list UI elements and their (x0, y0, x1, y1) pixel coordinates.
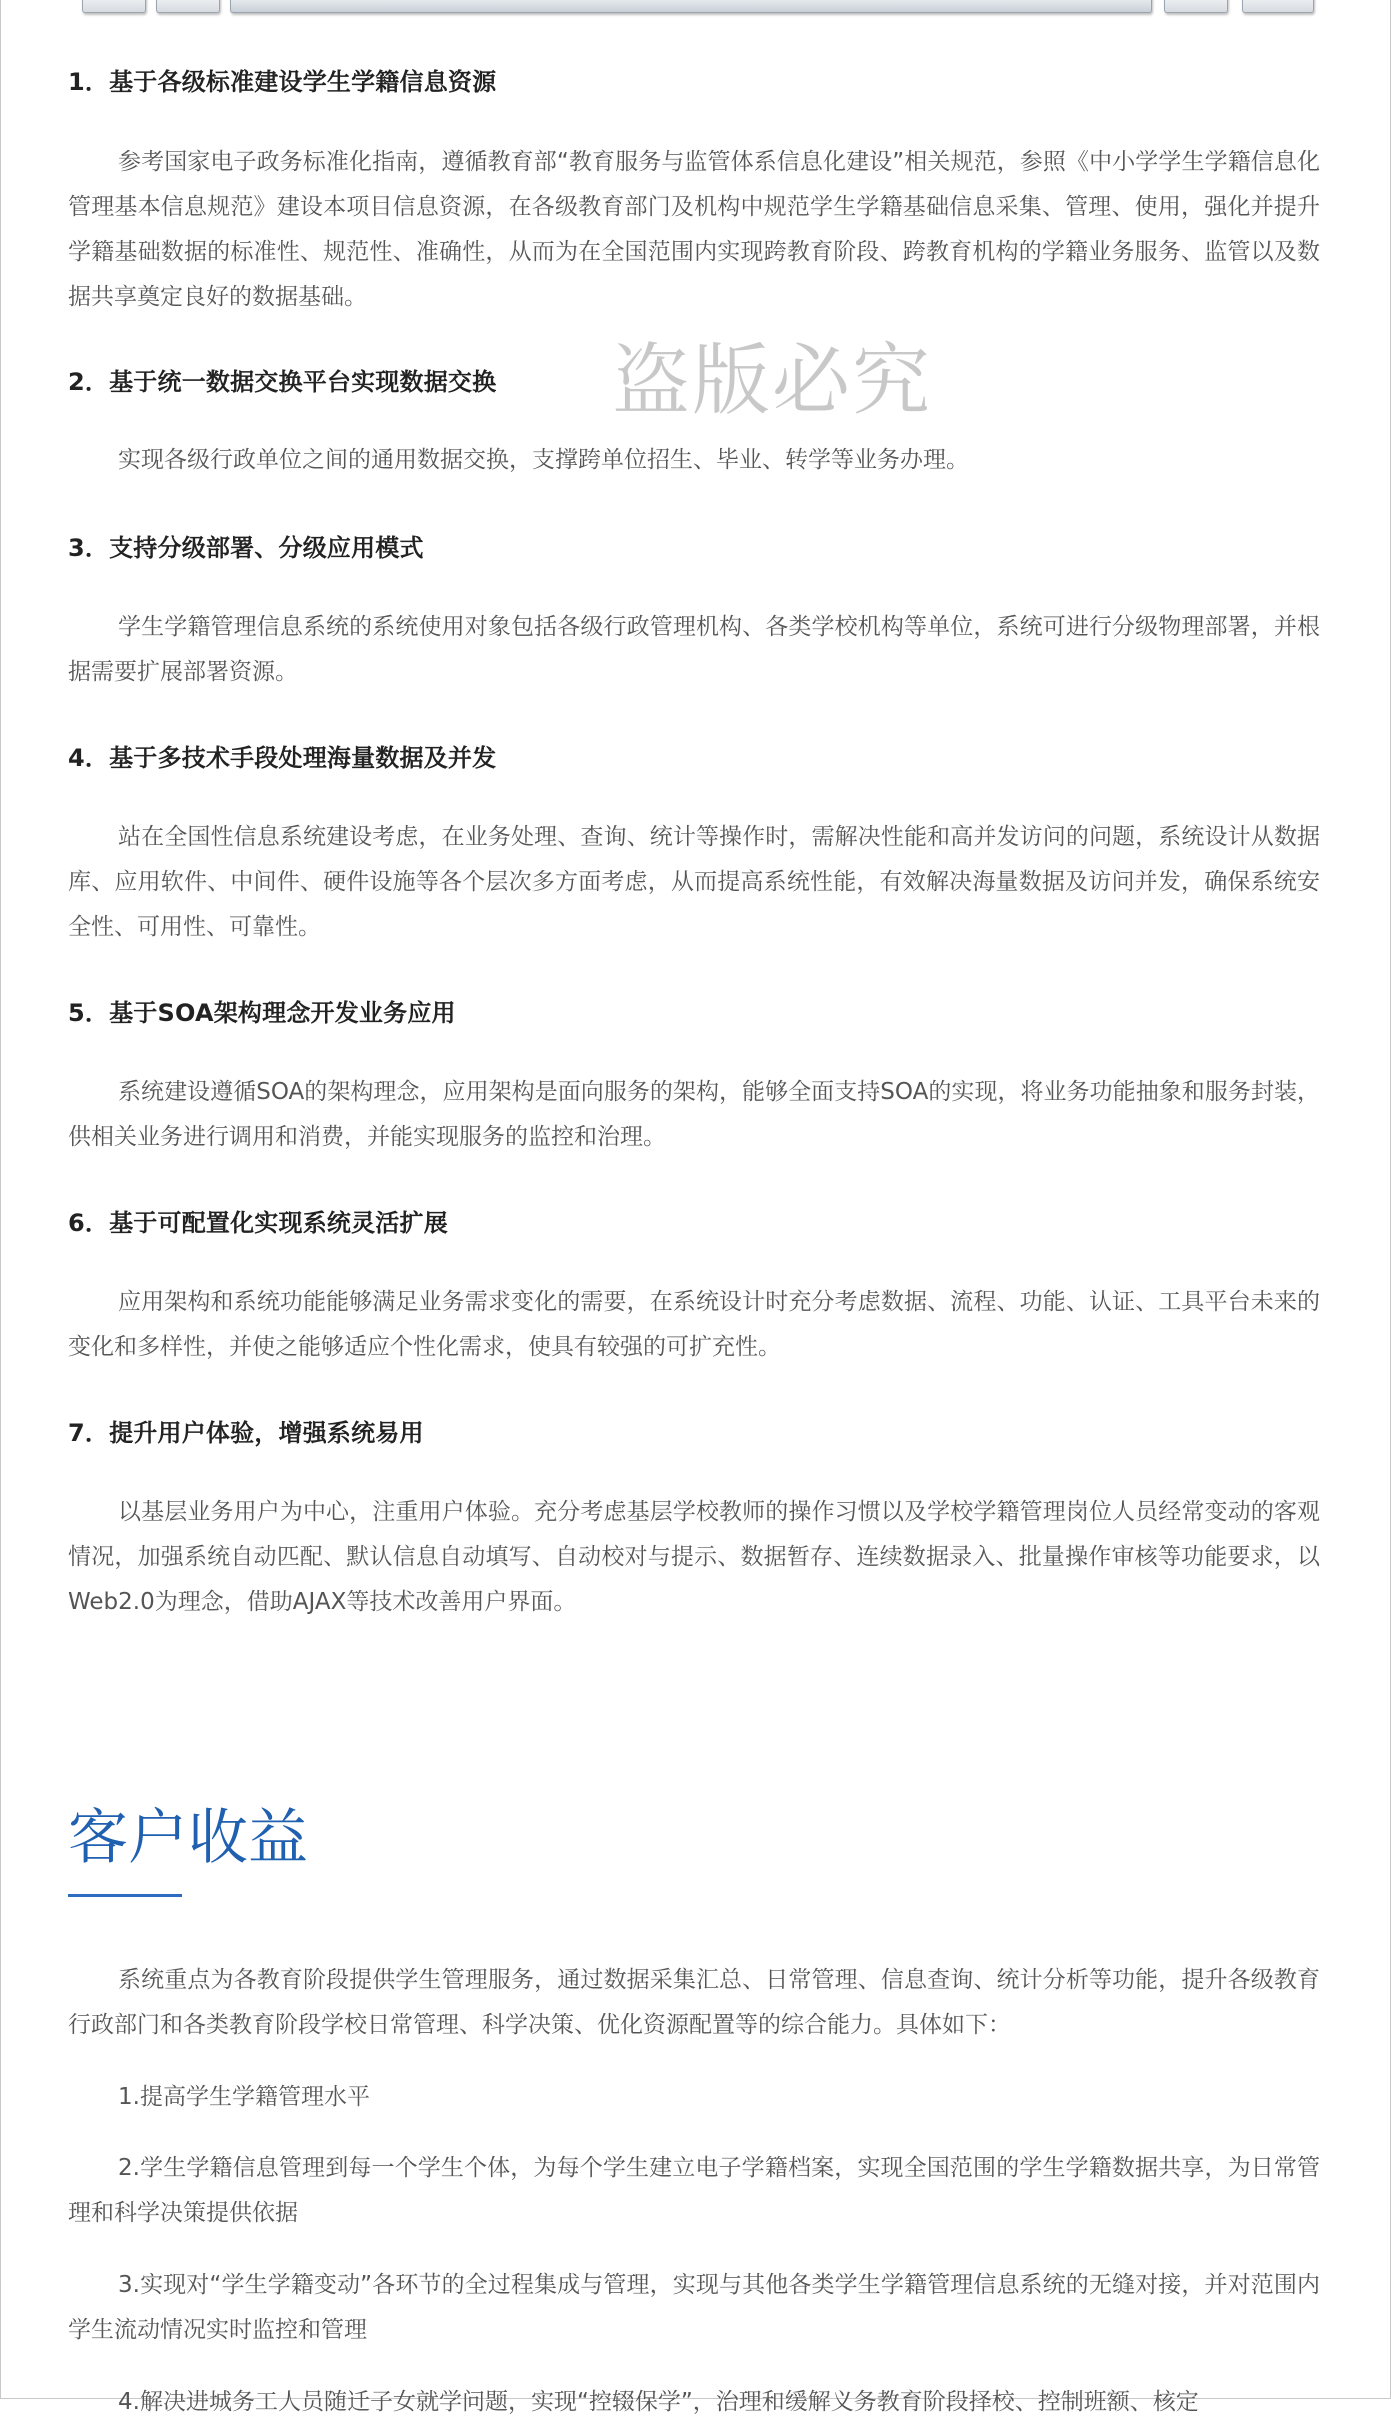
section-heading-7: 7．提升用户体验，增强系统易用 (68, 1419, 424, 1447)
section-body-7: 以基层业务用户为中心，注重用户体验。充分考虑基层学校教师的操作习惯以及学校学籍管理岗位人员经常变动的客观情况，加强系统自动匹配、默认信息自动填写、自动校对与提示、数据暂存、连续数据录入、批量操作审核等功能要求，以Web2.0为理念，借助AJAX等技术改善用户界面。 (68, 1499, 1320, 1615)
benefits-intro: 系统重点为各教育阶段提供学生管理服务，通过数据采集汇总、日常管理、信息查询、统计分析等功能，提升各级教育行政部门和各类教育阶段学校日常管理、科学决策、优化资源配置等的综合能力。具体如下： (68, 1967, 1320, 2038)
section-heading-3: 3．支持分级部署、分级应用模式 (68, 534, 424, 562)
section-body-4: 站在全国性信息系统建设考虑，在业务处理、查询、统计等操作时，需解决性能和高并发访问的问题，系统设计从数据库、应用软件、中间件、硬件设施等各个层次多方面考虑，从而提高系统性能，有效解决海量数据及访问并发，确保系统安全性、可用性、可靠性。 (68, 824, 1320, 940)
toolbar-button-1[interactable] (82, 0, 146, 13)
toolbar-bar[interactable] (230, 0, 1152, 13)
toolbar-button-2[interactable] (156, 0, 220, 13)
top-toolbar-strip (82, 0, 1322, 15)
benefit-item-3: 3.实现对“学生学籍变动”各环节的全过程集成与管理，实现与其他各类学生学籍管理信息系统的无缝对接，并对范围内学生流动情况实时监控和管理 (68, 2272, 1320, 2343)
toolbar-button-3[interactable] (1164, 0, 1228, 13)
benefits-title-underline (68, 1894, 182, 1897)
section-body-2: 实现各级行政单位之间的通用数据交换，支撑跨单位招生、毕业、转学等业务办理。 (118, 447, 969, 473)
section-body-6: 应用架构和系统功能能够满足业务需求变化的需要，在系统设计时充分考虑数据、流程、功能、认证、工具平台未来的变化和多样性，并使之能够适应个性化需求，使具有较强的可扩充性。 (68, 1289, 1320, 1360)
section-body-1: 参考国家电子政务标准化指南，遵循教育部“教育服务与监管体系信息化建设”相关规范，参照《中小学学生学籍信息化管理基本信息规范》建设本项目信息资源，在各级教育部门及机构中规范学生学籍基础信息采集、管理、使用，强化并提升学籍基础数据的标准性、规范性、准确性，从而为在全国范围内实现跨教育阶段、跨教育机构的学籍业务服务、监管以及数据共享奠定良好的数据基础。 (68, 149, 1320, 310)
watermark-text: 盗版必究 (612, 336, 933, 426)
benefits-title: 客户收益 (68, 1803, 308, 1873)
section-heading-1: 1．基于各级标准建设学生学籍信息资源 (68, 68, 497, 96)
benefit-item-1: 1.提高学生学籍管理水平 (118, 2084, 370, 2110)
section-body-5: 系统建设遵循SOA的架构理念，应用架构是面向服务的架构，能够全面支持SOA的实现，将业务功能抽象和服务封装，供相关业务进行调用和消费，并能实现服务的监控和治理。 (68, 1079, 1320, 1150)
section-heading-5: 5．基于SOA架构理念开发业务应用 (68, 999, 456, 1027)
section-heading-6: 6．基于可配置化实现系统灵活扩展 (68, 1209, 448, 1237)
section-heading-4: 4．基于多技术手段处理海量数据及并发 (68, 744, 497, 772)
section-body-3: 学生学籍管理信息系统的系统使用对象包括各级行政管理机构、各类学校机构等单位，系统可进行分级物理部署，并根据需要扩展部署资源。 (68, 614, 1320, 685)
benefit-item-4: 4.解决进城务工人员随迁子女就学问题，实现“控辍保学”，治理和缓解义务教育阶段择校、控制班额、核定 (118, 2389, 1199, 2415)
benefit-item-2: 2.学生学籍信息管理到每一个学生个体，为每个学生建立电子学籍档案，实现全国范围的学生学籍数据共享，为日常管理和科学决策提供依据 (68, 2155, 1320, 2226)
section-heading-2: 2．基于统一数据交换平台实现数据交换 (68, 368, 497, 396)
toolbar-button-4[interactable] (1242, 0, 1314, 13)
